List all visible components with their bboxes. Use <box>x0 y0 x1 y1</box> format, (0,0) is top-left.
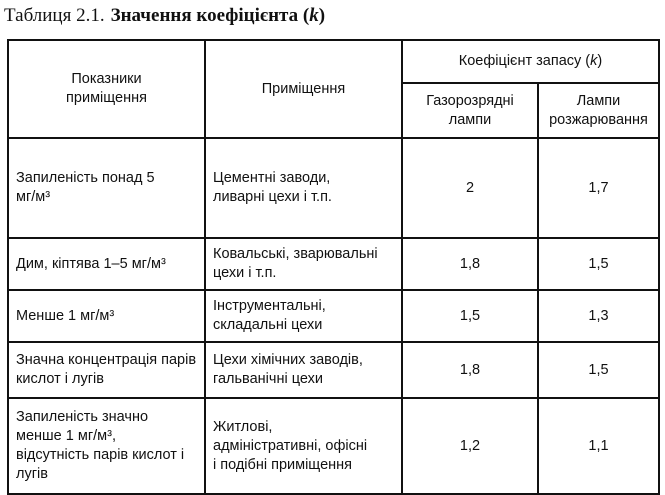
caption-title <box>111 5 325 26</box>
header-incandescent: Лампи розжарювання <box>538 83 659 138</box>
cell-gas-discharge: 1,8 <box>402 342 538 398</box>
cell-gas-discharge: 1,8 <box>402 238 538 290</box>
table-body <box>8 138 659 494</box>
header-coefficient-prefix: Коефіцієнт запасу ( <box>458 53 591 69</box>
table-header <box>8 40 659 138</box>
header-premises: Приміщення <box>205 40 402 138</box>
header-coefficient <box>402 40 659 83</box>
cell-premises: Цехи хімічних заводів, гальванічні цехи <box>205 342 402 398</box>
cell-incandescent: 1,5 <box>538 238 659 290</box>
cell-incandescent: 1,7 <box>538 138 659 238</box>
cell-incandescent: 1,3 <box>538 290 659 342</box>
cell-indicator: Менше 1 мг/м³ <box>8 290 205 342</box>
table-row <box>8 138 659 238</box>
header-coefficient-suffix: ) <box>597 53 603 69</box>
header-indicators: Показники приміщення <box>8 40 205 138</box>
coefficient-table <box>7 39 660 495</box>
cell-gas-discharge: 1,5 <box>402 290 538 342</box>
cell-indicator: Значна концентрація парів кислот і лугів <box>8 342 205 398</box>
table-row <box>8 238 659 290</box>
table-row <box>8 290 659 342</box>
table-caption <box>4 5 325 27</box>
cell-indicator: Запиленість значно менше 1 мг/м³, відсутність парів кислот і лугів <box>8 398 205 494</box>
cell-indicator: Дим, кіптява 1–5 мг/м³ <box>8 238 205 290</box>
cell-incandescent: 1,1 <box>538 398 659 494</box>
cell-premises: Ковальські, зварювальні цехи і т.п. <box>205 238 402 290</box>
cell-premises: Інструментальні, складальні цехи <box>205 290 402 342</box>
cell-incandescent: 1,5 <box>538 342 659 398</box>
caption-label: Таблиця 2.1. <box>4 5 105 26</box>
header-gas-discharge: Газорозрядні лампи <box>402 83 538 138</box>
header-coefficient-symbol: k <box>590 53 598 69</box>
cell-premises: Цементні заводи, ливарні цехи і т.п. <box>205 138 402 238</box>
cell-gas-discharge: 2 <box>402 138 538 238</box>
caption-symbol: k <box>309 5 319 26</box>
table-row <box>8 342 659 398</box>
table-row <box>8 398 659 494</box>
cell-indicator: Запиленість понад 5 мг/м³ <box>8 138 205 238</box>
header-row-top <box>8 40 659 83</box>
caption-title-end: ) <box>318 5 326 26</box>
caption-title-text: Значення коефіцієнта ( <box>110 5 310 26</box>
cell-gas-discharge: 1,2 <box>402 398 538 494</box>
cell-premises: Житлові, адміністративні, офісні і подібні приміщення <box>205 398 402 494</box>
